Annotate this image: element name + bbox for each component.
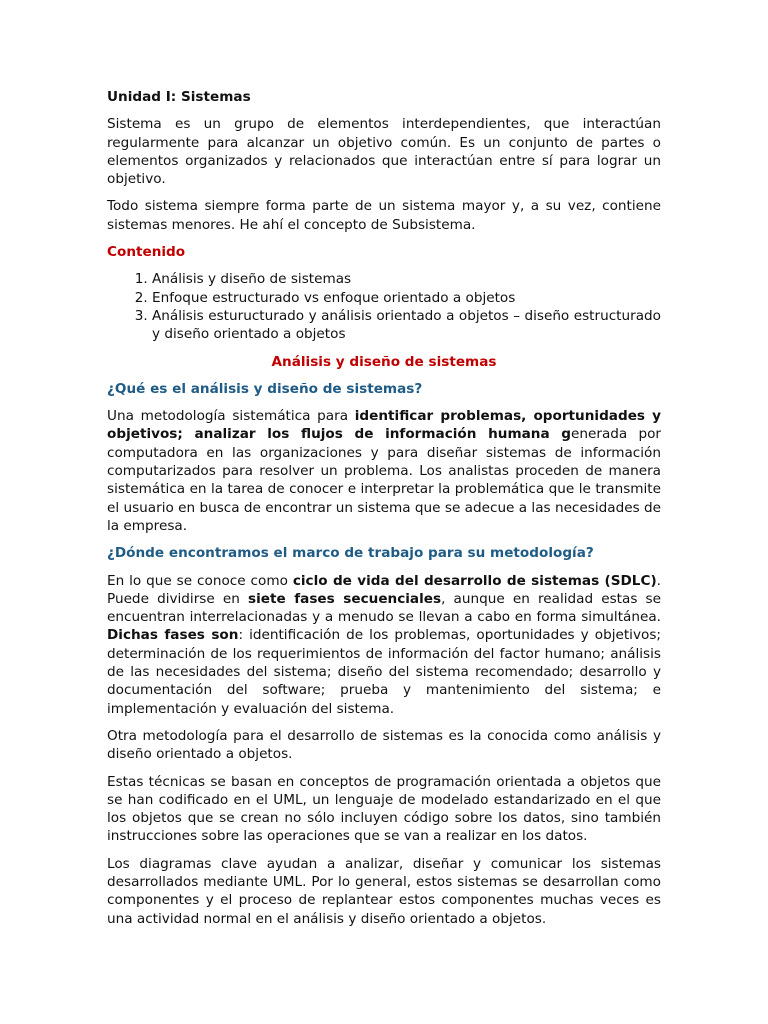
contents-item-1: 1. Análisis y diseño de sistemas [152, 270, 661, 288]
question-heading-1: ¿Qué es el análisis y diseño de sistemas? [107, 380, 423, 397]
contents-item-2: 2. Enfoque estructurado vs enfoque orientado a objetos [152, 289, 661, 307]
document-title: Unidad I: Sistemas [107, 89, 251, 105]
answer-2-text-e: , aunque en realidad estas se encuentran interrelacionadas y a menudo se llevan a cabo en forma simultánea. [107, 590, 662, 626]
section-title: Análisis y diseño de sistemas [271, 353, 497, 370]
document-body [107, 88, 661, 928]
answer-2-bold-d: siete fases secuenciales [248, 590, 442, 607]
answer-1-text-c: enerada por computadora en las organizaciones y para diseñar sistemas de información computarizados para resolver un problema. Los analistas proceden de manera sistemática en la tarea de conocer e interpretar la problemática que le transmite el usuario en busca de encontrar un sistema que se adecue a las necesidades de la empresa. [107, 426, 662, 534]
answer-2-bold-b: ciclo de vida del desarrollo de sistemas (SDLC) [292, 572, 657, 589]
answer-1-bold-b: identificar problemas, oportunidades y objetivos; analizar los flujos de información humana g [107, 408, 661, 443]
answer-1-text-a: Una metodología sistemática para [107, 408, 355, 425]
contents-item-3: 3. Análisis esturucturado y análisis orientado a objetos – diseño estructurado y diseño orientado a objetos [152, 307, 661, 344]
paragraph-3: Otra metodología para el desarrollo de sistemas es la conocida como análisis y diseño orientado a objetos. [107, 727, 661, 763]
paragraph-4: Estas técnicas se basan en conceptos de programación orientada a objetos que se han codificado en el UML, un lenguaje de modelado estandarizado en el que los objetos que se crean no sólo incluyen código sobre los datos, sino también instrucciones sobre las operaciones que se van a realizar en los datos. [107, 773, 661, 845]
answer-2-text-c: . Puede dividirse en [107, 572, 661, 607]
answer-2-text-g: : identificación de los problemas, oportunidades y objetivos; determinación de los requerimientos de información del factor humano; análisis de las necesidades del sistema; diseño del sistema recomendado; desarrollo y documentación del software; prueba y mantenimiento del sistema; e implementación y evaluación del sistema. [107, 627, 661, 717]
intro-paragraph-1: Sistema es un grupo de elementos interdependientes, que interactúan regularmente para alcanzar un objetivo común. Es un conjunto de partes o elementos organizados y relacionados que interactúan entre sí para lograr un objetivo. [107, 116, 661, 188]
answer-paragraph-2 [107, 572, 661, 718]
question-heading-2: ¿Dónde encontramos el marco de trabajo para su metodología? [107, 545, 594, 562]
intro-paragraph-2: Todo sistema siempre forma parte de un sistema mayor y, a su vez, contiene sistemas menores. He ahí el concepto de Subsistema. [107, 198, 661, 233]
answer-2-bold-f: Dichas fases son [107, 627, 239, 644]
answer-2-text-a: En lo que se conoce como [107, 572, 293, 589]
paragraph-5: Los diagramas clave ayudan a analizar, diseñar y comunicar los sistemas desarrollados mediante UML. Por lo general, estos sistemas se desarrollan como componentes y el proceso de replantear estos componentes muchas veces es una actividad normal en el análisis y diseño orientado a objetos. [107, 855, 661, 927]
contents-list [107, 270, 661, 343]
answer-paragraph-1 [107, 407, 661, 535]
contents-heading: Contenido [107, 244, 186, 261]
